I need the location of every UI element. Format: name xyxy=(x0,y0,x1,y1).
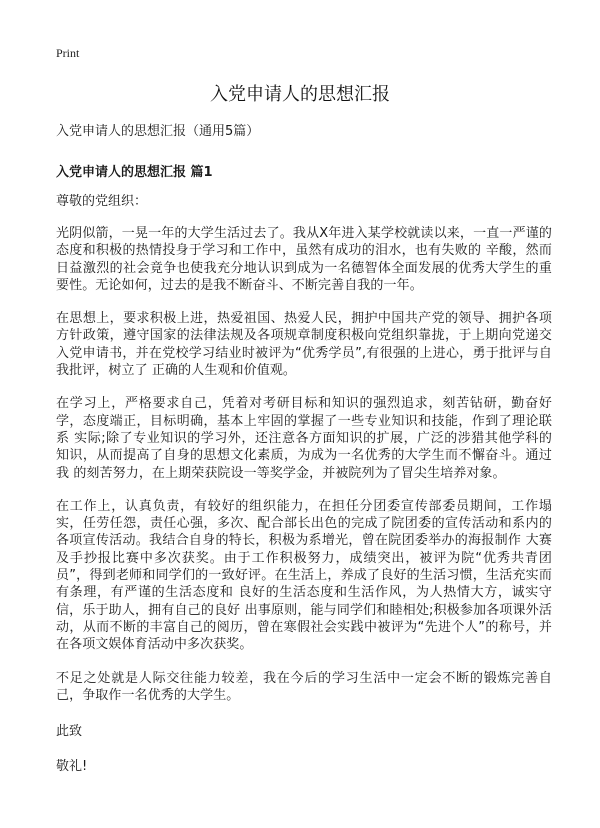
greeting: 尊敬的党组织： xyxy=(56,194,148,209)
paragraph-4: 在工作上，认真负责，有较好的组织能力，在担任分团委宣传部委员期间，工作塌实，任劳任怨，责任心强，多次、配合部长出色的完成了院团委的宣传活动和系内的各项宣传活动。我结合自身的特长，积极为系增光，曾在院团委举办的海报制作 大赛及手抄报比赛中多次获奖。由于工作积极努力，成绩突出，被评为院“优秀共青团员”，得到老师和同学们的一致好评。在生活上，养成了良好的生活习惯，生活充实而有条理，有严谨的生活态度和 良好的生活态度和生活作风，为人热情大方，诚实守信，乐于助人，拥有自己的良好 出事原则，能与同学们和睦相处;积极参加各项课外活动，从而不断的丰富自己的阅历，曾在寒假社会实践中被评为“先进个人”的称号，并在各项文娱体育活动中多次获奖。 xyxy=(56,498,552,653)
section-title: 入党申请人的思想汇报 篇1 xyxy=(56,165,213,180)
document-body xyxy=(56,120,552,790)
paragraph-3: 在学习上，严格要求自己，凭着对考研目标和知识的强烈追求，刻苦钻研，勤奋好学，态度端正，目标明确，基本上牢固的掌握了一些专业知识和技能，作到了理论联系 实际;除了专业知识的学习外，还注意各方面知识的扩展，广泛的涉猎其他学科的 知识，从而提高了自身的思想文化素质，为成为一名优秀的大学生而不懈奋斗。通过我 的刻苦努力，在上期荣获院设一等奖学金，并被院列为了冒尖生培养对象。 xyxy=(56,396,552,481)
paragraph-1: 光阴似箭，一晃一年的大学生活过去了。我从X年进入某学校就读以来，一直一严谨的态度和积极的热情投身于学习和工作中，虽然有成功的泪水，也有失败的 辛酸，然而日益激烈的社会竟争也使我充分地认识到成为一名德智体全面发展的优秀大学生的重要性。无论如何，过去的是我不断奋斗、不断完善自我的一年。 xyxy=(56,226,552,293)
closing-salutation: 此致 xyxy=(56,724,83,740)
paragraph-2: 在思想上，要求积极上进，热爱祖国、热爱人民，拥护中国共产党的领导、拥护各项方针政策，遵守国家的法律法规及各项规章制度积极向党组织靠拢，于上期向党递交入党申请书，并在党校学习结业时被评为“优秀学员”,有很强的上进心，勇于批评与自我批评，树立了 正确的人生观和价值观。 xyxy=(56,311,552,379)
page-title: 入党申请人的思想汇报 xyxy=(210,84,390,105)
paragraph-5: 不足之处就是人际交往能力较差，我在今后的学习生活中一定会不断的锻炼完善自己，争取作一名优秀的大学生。 xyxy=(56,670,552,703)
document-subtitle: 入党申请人的思想汇报（通用5篇） xyxy=(56,124,260,139)
closing-regards: 敬礼! xyxy=(56,759,88,775)
print-link[interactable]: Print xyxy=(56,46,80,60)
